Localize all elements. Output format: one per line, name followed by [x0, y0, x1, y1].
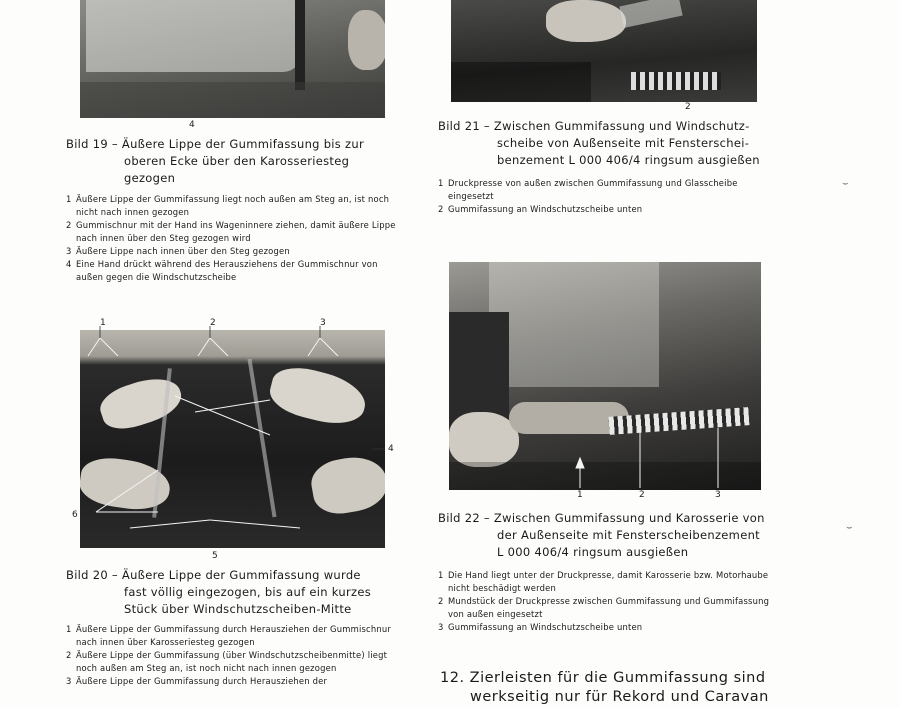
figure-21-caption-cont-1: scheibe von Außenseite mit Fensterschei- — [497, 136, 750, 150]
figure-20-label-4: 4 — [388, 444, 394, 454]
figure-19-caption-cont-1: oberen Ecke über den Karosseriesteg — [124, 154, 350, 168]
figure-20-caption-cont-1: fast völlig eingezogen, bis auf ein kurzes — [124, 585, 372, 599]
figure-21-label-2: 2 — [685, 102, 691, 112]
section-12-line-2: werkseitig nur für Rekord und Caravan — [470, 689, 769, 705]
figure-20-label-3: 3 — [320, 318, 326, 328]
list-item: 1 Äußere Lippe der Gummifassung liegt noch außen am Steg an, ist noch nicht nach innen gezogen — [66, 194, 390, 217]
section-12-heading — [440, 669, 800, 707]
list-item: 3 Äußere Lippe der Gummifassung durch Herausziehen der — [66, 676, 328, 686]
figure-22-label-1: 1 — [577, 490, 583, 500]
list-item: 2 Mundstück der Druckpresse zwischen Gummifassung und Gummifassung von außen eingesetzt — [438, 596, 770, 619]
figure-19-caption-cont-2: gezogen — [124, 171, 176, 185]
list-item: 3 Gummifassung an Windschutzscheibe unten — [438, 622, 643, 632]
figure-21-caption-lead: Bild 21 – Zwischen Gummifassung und Windschutz- — [438, 119, 750, 133]
figure-20-label-1: 1 — [100, 318, 106, 328]
section-12-line-1: 12. Zierleisten für die Gummifassung sind — [440, 670, 766, 686]
figure-20-label-6: 6 — [72, 510, 78, 520]
figure-19-label-4: 4 — [189, 120, 195, 130]
list-item: 2 Äußere Lippe der Gummifassung (über Windschutzscheibenmitte) liegt noch außen am Steg an, ist noch nicht nach innen gezogen — [66, 650, 388, 673]
list-item: 3 Äußere Lippe nach innen über den Steg gezogen — [66, 246, 290, 256]
figure-22-caption-cont-2: L 000 406/4 ringsum ausgießen — [497, 545, 689, 559]
figure-19-caption-lead: Bild 19 – Äußere Lippe der Gummifassung bis zur — [66, 137, 365, 151]
figure-22-caption-lead: Bild 22 – Zwischen Gummifassung und Karosserie von — [438, 511, 765, 525]
list-item: 2 Gummischnur mit der Hand ins Wageninnere ziehen, damit äußere Lippe nach innen über den Steg gezogen wird — [66, 220, 396, 243]
figure-20-caption-lead: Bild 20 – Äußere Lippe der Gummifassung wurde — [66, 568, 361, 582]
figure-22-caption-cont-1: der Außenseite mit Fensterscheibenzement — [497, 528, 760, 542]
figure-20-label-2: 2 — [210, 318, 216, 328]
scan-mark: ⌣ — [846, 522, 853, 533]
list-item: 1 Druckpresse von außen zwischen Gummifassung und Glasscheibe eingesetzt — [438, 178, 738, 201]
list-item: 1 Die Hand liegt unter der Druckpresse, damit Karosserie bzw. Motorhaube nicht beschädigt werden — [438, 570, 769, 593]
list-item: 2 Gummifassung an Windschutzscheibe unten — [438, 204, 643, 214]
scan-mark: ⌣ — [842, 178, 849, 189]
figure-22-label-3: 3 — [715, 490, 721, 500]
figure-20-caption-cont-2: Stück über Windschutzscheiben-Mitte — [124, 602, 352, 616]
figure-22-caption — [438, 510, 783, 561]
figure-21-caption-cont-2: benzement L 000 406/4 ringsum ausgießen — [497, 153, 760, 167]
figure-20-label-5: 5 — [212, 551, 218, 561]
list-item: 1 Äußere Lippe der Gummifassung durch Herausziehen der Gummischnur nach innen über Karosseriesteg gezogen — [66, 624, 392, 647]
figure-22-label-2: 2 — [639, 490, 645, 500]
list-item: 4 Eine Hand drückt während des Herausziehens der Gummischnur von außen gegen die Windschutzscheibe — [66, 259, 378, 282]
figure-22-legend — [438, 569, 778, 634]
